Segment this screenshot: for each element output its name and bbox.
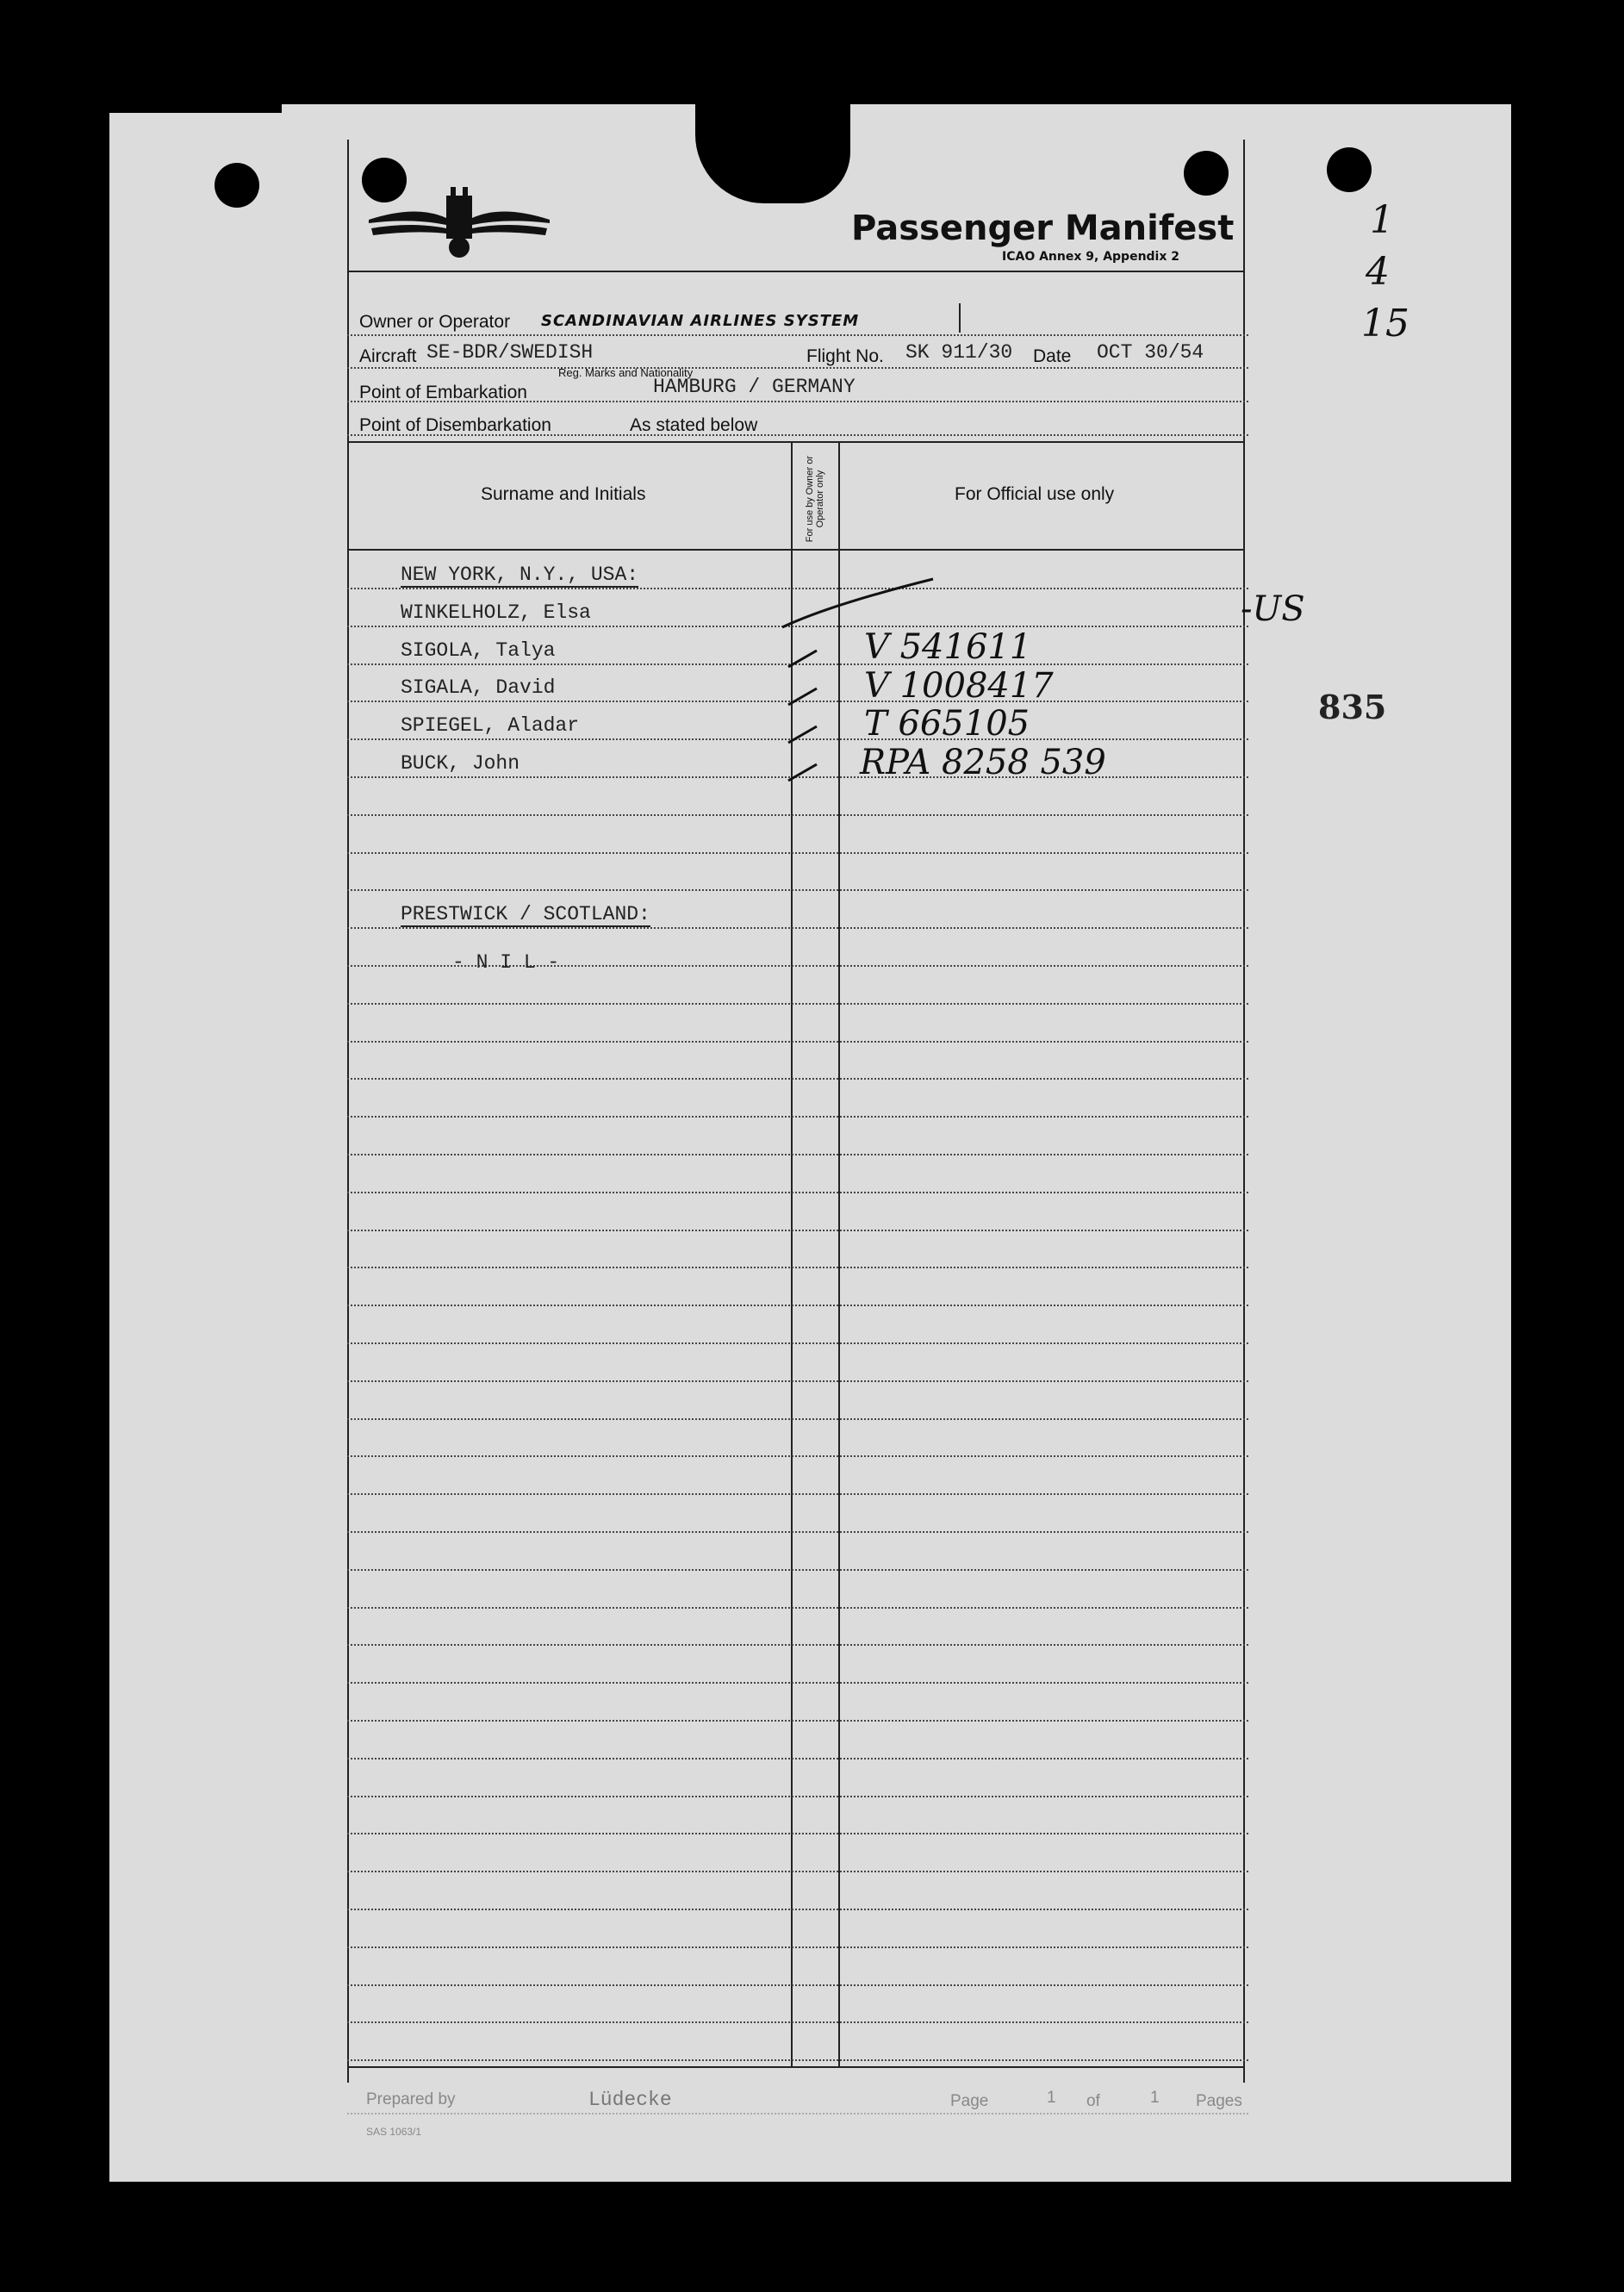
table-row-line: [347, 1342, 1248, 1344]
table-row-line: [347, 1569, 1248, 1571]
passenger-name: WINKELHOLZ, Elsa: [401, 601, 591, 624]
passenger-name: SIGALA, David: [401, 676, 556, 699]
page-label: Page: [950, 2092, 989, 2110]
check-marks-icon: [347, 140, 1243, 829]
table-row-line: [347, 1984, 1248, 1986]
table-row-line: [347, 1192, 1248, 1193]
table-row-line: [347, 1455, 1248, 1457]
table-row-line: [347, 1078, 1248, 1080]
table-row-line: [347, 927, 1248, 929]
punch-hole-right: [1327, 147, 1372, 192]
official-entry: V 1008417: [864, 666, 1054, 706]
prepared-by-label: Prepared by: [366, 2090, 456, 2108]
header-owner-use: For use by Owner or Operator only: [804, 455, 825, 543]
pages-label: Pages: [1196, 2092, 1242, 2110]
of-label: of: [1086, 2092, 1100, 2110]
date-label: Date: [1033, 346, 1072, 366]
passenger-name: SIGOLA, Talya: [401, 639, 556, 662]
table-row-line: [347, 1418, 1248, 1420]
official-entry: T 665105: [864, 704, 1030, 744]
margin-note: 1: [1370, 198, 1394, 242]
passenger-name: SPIEGEL, Aladar: [401, 714, 580, 737]
table-row-line: [347, 1682, 1248, 1684]
table-row-line: [347, 1116, 1248, 1118]
table-row-line: [347, 1796, 1248, 1797]
header-surname: Surname and Initials: [481, 484, 646, 504]
table-row-line: [347, 1493, 1248, 1495]
torn-edge-left: [101, 96, 282, 113]
table-row-line: [347, 1607, 1248, 1609]
table-row-line: [347, 1531, 1248, 1533]
table-row-line: [347, 1833, 1248, 1834]
form-title: Passenger Manifest: [851, 209, 1235, 248]
date-value: OCT 30/54: [1097, 341, 1204, 364]
of-value: 1: [1150, 2089, 1160, 2107]
table-row-line: [347, 1154, 1248, 1155]
margin-note: 4: [1366, 250, 1390, 294]
disembarkation-label: Point of Disembarkation: [359, 415, 551, 435]
destination-prestwick: PRESTWICK / SCOTLAND:: [401, 903, 650, 925]
table-row-line: [347, 1230, 1248, 1231]
aircraft-label: Aircraft: [359, 346, 417, 366]
table-row-line: [347, 1380, 1248, 1382]
manifest-form: [347, 140, 1243, 2138]
nil-entry: - N I L -: [452, 951, 560, 974]
table-row-line: [347, 1305, 1248, 1306]
table-row-line: [347, 1041, 1248, 1043]
prepared-by-value: Lüdecke: [588, 2089, 672, 2111]
form-code: SAS 1063/1: [366, 2126, 422, 2138]
table-row-line: [347, 1946, 1248, 1948]
destination-new-york: NEW YORK, N.Y., USA:: [401, 564, 639, 586]
table-row-line: [347, 1267, 1248, 1268]
punch-hole-left: [215, 163, 259, 208]
disembarkation-value: As stated below: [630, 415, 758, 435]
official-entry: V 541611: [864, 627, 1032, 667]
table-row-line: [347, 1720, 1248, 1722]
flight-label: Flight No.: [806, 346, 884, 366]
table-row-line: [347, 852, 1248, 854]
form-subtitle: ICAO Annex 9, Appendix 2: [1002, 250, 1180, 264]
owner-label: Owner or Operator: [359, 312, 511, 332]
flight-value: SK 911/30: [905, 341, 1013, 364]
table-row-line: [347, 2059, 1248, 2061]
table-row-line: [347, 1909, 1248, 1910]
table-row-line: [347, 1003, 1248, 1005]
official-entry: RPA 8258 539: [860, 743, 1106, 782]
us-note: -US: [1241, 589, 1305, 629]
passenger-name: BUCK, John: [401, 752, 520, 775]
table-row-line: [347, 1758, 1248, 1759]
table-row-line: [347, 1644, 1248, 1646]
margin-note: 15: [1361, 302, 1409, 346]
owner-value: SCANDINAVIAN AIRLINES SYSTEM: [541, 312, 860, 330]
page-value: 1: [1047, 2089, 1056, 2107]
embarkation-label: Point of Embarkation: [359, 383, 527, 402]
table-row-line: [347, 889, 1248, 891]
header-official: For Official use only: [955, 484, 1115, 504]
table-row-line: [347, 2021, 1248, 2023]
table-row-line: [347, 1871, 1248, 1872]
embarkation-value: HAMBURG / GERMANY: [653, 376, 856, 398]
aircraft-sublabel: Reg. Marks and Nationality: [558, 366, 694, 379]
aircraft-value: SE-BDR/SWEDISH: [426, 341, 594, 364]
side-number: 835: [1318, 688, 1387, 726]
